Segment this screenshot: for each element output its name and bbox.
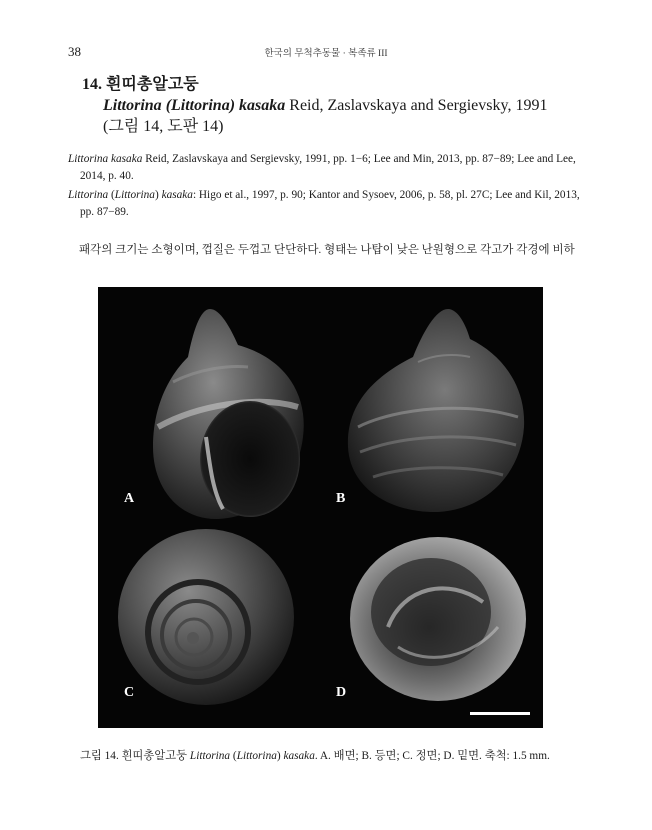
description-paragraph: 패각의 크기는 소형이며, 껍질은 두껍고 단단하다. 형태는 나탑이 낮은 난원형으로 각고가 각경에 비하	[79, 244, 575, 256]
shell-c	[118, 529, 294, 705]
caption-paren-open: (	[230, 750, 237, 762]
synonym-subgenus: Littorina	[114, 189, 155, 201]
synonym-species: kasaka	[161, 189, 193, 201]
shell-b	[348, 309, 524, 512]
species-heading: 14. 흰띠총알고둥	[82, 76, 199, 93]
sci-author: Reid, Zaslavskaya and Sergievsky, 1991	[285, 97, 548, 114]
synonym-refs: Reid, Zaslavskaya and Sergievsky, 1991, pp. 1−6; Lee and Min, 2013, pp. 87−89; Lee and Lee, 2014, p. 40.	[80, 153, 576, 182]
scale-bar	[470, 712, 530, 715]
panel-label-b: B	[336, 491, 346, 506]
panel-label-c: C	[124, 685, 135, 700]
synonymy-entry	[68, 187, 582, 220]
shell-a	[153, 309, 304, 519]
panel-label-d: D	[336, 685, 347, 700]
synonym-name: Littorina kasaka	[68, 153, 143, 165]
sci-paren-open: (	[161, 97, 172, 114]
page-header	[68, 44, 584, 60]
shell-illustrations	[98, 287, 543, 728]
shell-photo-plate	[98, 287, 543, 728]
caption-species: kasaka	[283, 750, 315, 762]
panel-label-a: A	[124, 491, 135, 506]
caption-paren-close: )	[276, 750, 284, 762]
synonym-genus: Littorina	[68, 189, 109, 201]
scientific-name	[103, 95, 612, 116]
figure-reference: (그림 14, 도판 14)	[103, 118, 224, 135]
synonym-paren-open: (	[108, 189, 115, 201]
sci-genus: Littorina	[103, 97, 162, 114]
caption-rest: . A. 배면; B. 등면; C. 정면; D. 밑면. 축척: 1.5 mm.	[314, 750, 550, 762]
caption-subgenus: Littorina	[236, 750, 277, 762]
synonym-paren-close: )	[154, 189, 162, 201]
species-title-block	[82, 74, 612, 137]
sci-species: kasaka	[235, 97, 286, 114]
sci-paren-close: )	[229, 97, 236, 114]
synonymy-list	[68, 151, 582, 223]
synonym-refs: : Higo et al., 1997, p. 90; Kantor and Sysoev, 2006, p. 58, pl. 27C; Lee and Kil, 2013, pp. 87−89.	[80, 189, 580, 218]
sci-subgenus: Littorina	[171, 97, 230, 114]
caption-prefix: 그림 14. 흰띠총알고둥	[80, 750, 190, 762]
figure-caption	[80, 749, 612, 764]
running-head: 한국의 무척추동물 · 복족류 III	[264, 49, 388, 59]
shell-d	[350, 537, 526, 701]
synonymy-entry	[68, 151, 582, 184]
page-number: 38	[68, 44, 81, 59]
caption-genus: Littorina	[189, 750, 231, 762]
